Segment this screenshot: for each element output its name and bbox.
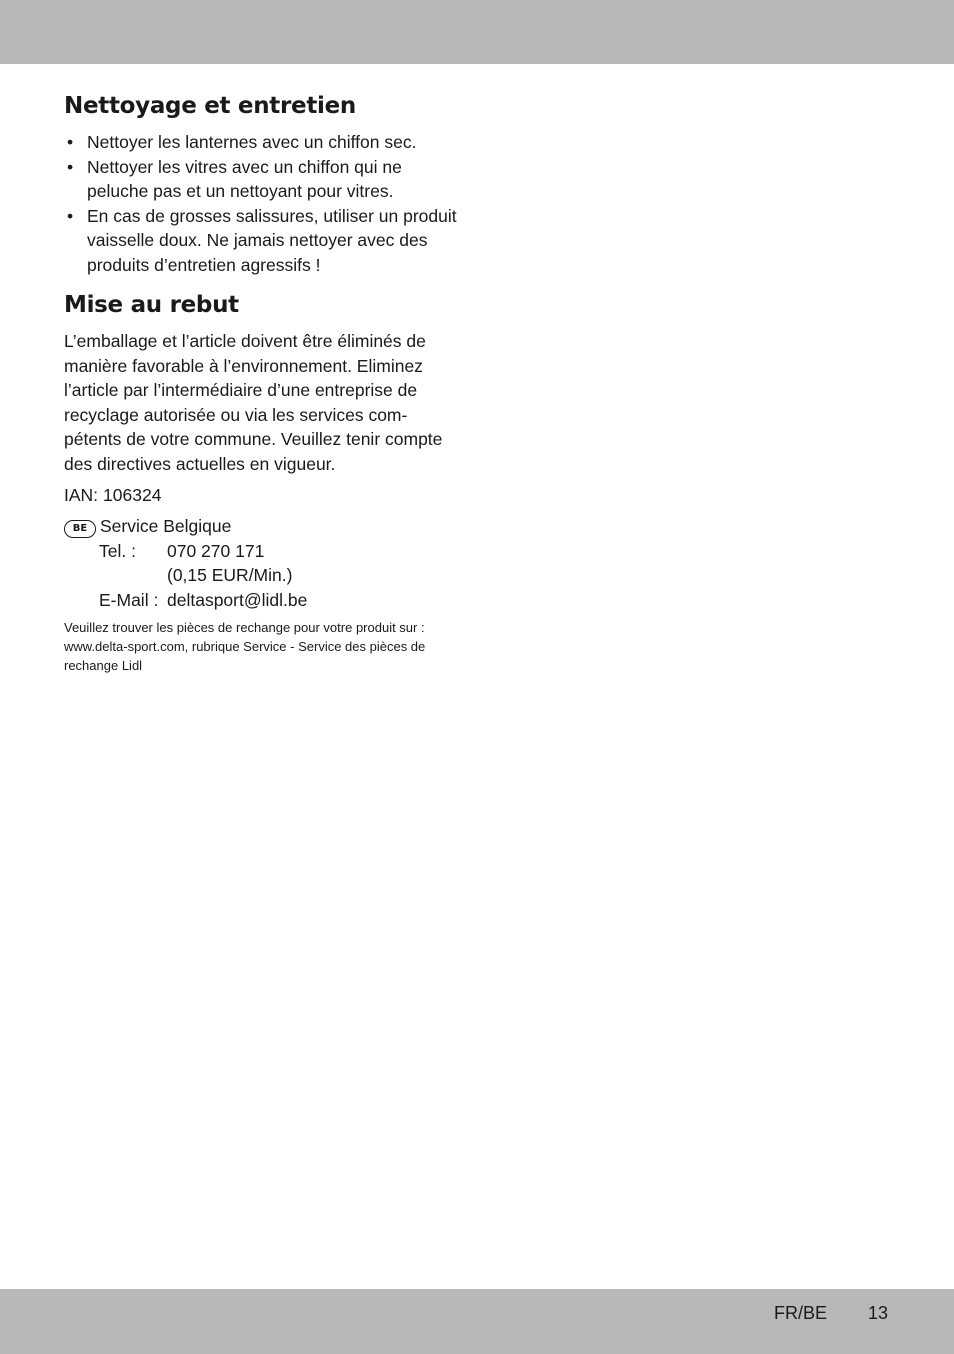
service-block <box>64 514 464 612</box>
service-title: Service Belgique <box>100 516 232 536</box>
ian-value: 106324 <box>103 485 162 505</box>
service-email-row <box>64 588 464 613</box>
service-title-row <box>64 514 464 539</box>
list-item: • Nettoyer les vitres avec un chiffon qui ne peluche pas et un nettoyant pour vitres. <box>67 156 402 202</box>
list-item: • Nettoyer les lanternes avec un chiffon sec. <box>64 130 459 155</box>
tel-value: 070 270 171 <box>167 540 265 561</box>
disposal-paragraph: L’emballage et l’article doivent être éliminés de manière favorable à l’environnement. Eliminez l’article par l’intermédiaire d’une entreprise de recyclage autorisée ou via les services com-pétents de votre commune. Veuillez tenir compte des directives actuelles en vigueur. <box>64 331 443 474</box>
header-bar <box>0 0 954 64</box>
belgium-badge-icon: BE <box>64 520 96 538</box>
tel-rate: (0,15 EUR/Min.) <box>167 565 293 586</box>
list-item: • En cas de grosses salissures, utiliser un produit vaisselle doux. Ne jamais nettoyer avec des produits d’entretien agressifs ! <box>67 205 457 275</box>
cleaning-heading: Nettoyage et entretien <box>64 93 356 119</box>
cleaning-list <box>64 130 459 278</box>
disposal-heading: Mise au rebut <box>64 292 239 318</box>
tel-label: Tel. : <box>99 540 136 561</box>
bullet-icon: • <box>67 156 74 177</box>
bullet-icon: • <box>67 132 74 152</box>
ian-line <box>64 483 161 508</box>
service-tel-row <box>64 539 464 564</box>
email-label: E-Mail : <box>99 589 159 610</box>
service-rate-row <box>64 563 464 588</box>
bullet-icon: • <box>67 205 74 226</box>
page-number: 13 <box>868 1303 889 1323</box>
spare-parts-note: Veuillez trouver les pièces de rechange pour votre produit sur : www.delta-sport.com, rubrique Service - Service des pièces de rechange Lidl <box>64 620 426 673</box>
ian-label: IAN: <box>64 485 99 505</box>
email-value: deltasport@lidl.be <box>167 589 308 610</box>
language-code: FR/BE <box>774 1303 828 1323</box>
